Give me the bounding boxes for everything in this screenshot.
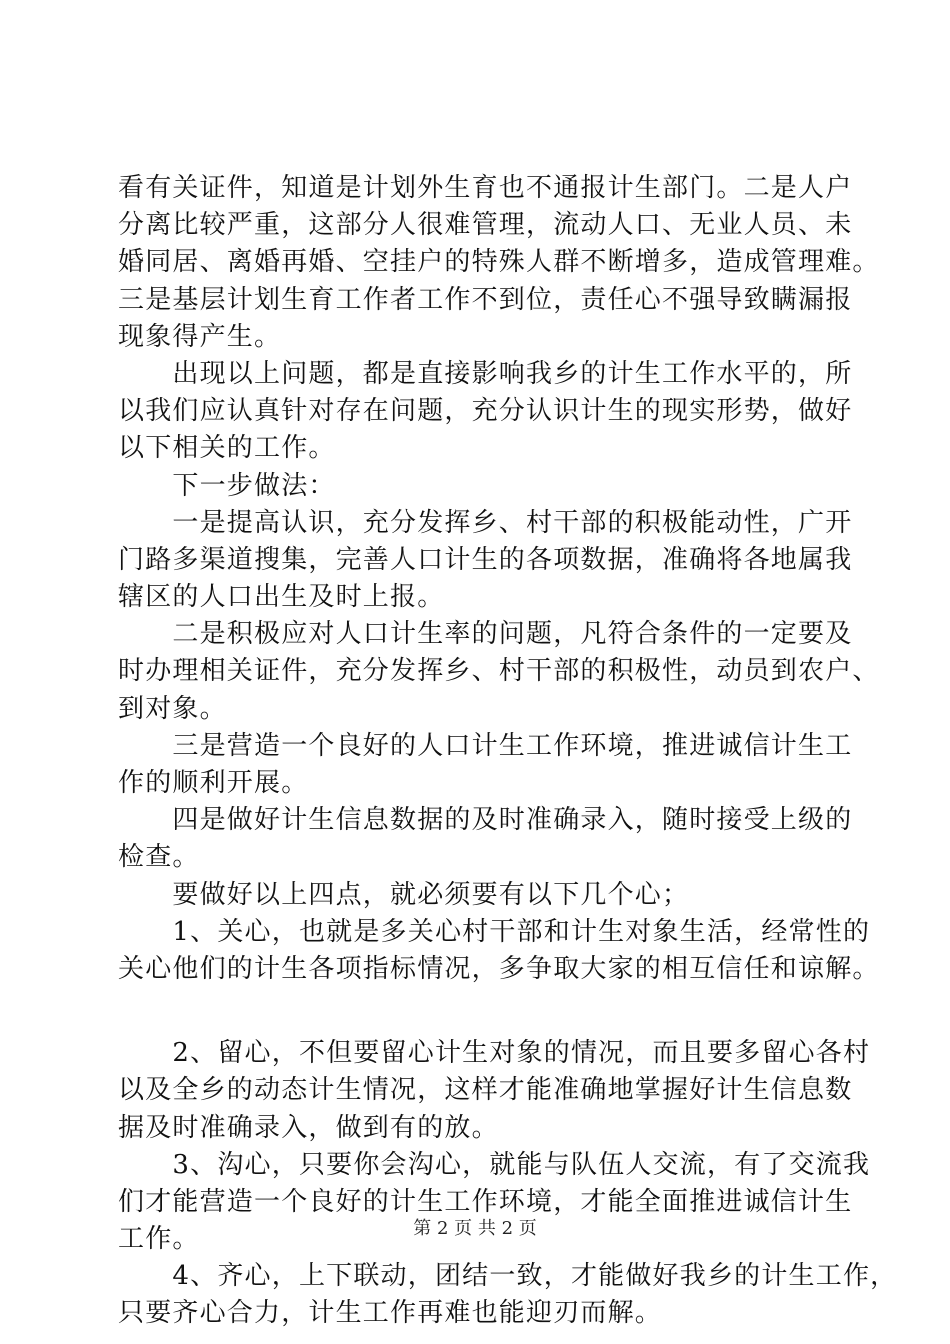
text-line: 门路多渠道搜集，完善人口计生的各项数据，准确将各地属我 (118, 544, 853, 575)
text-line: 四是做好计生信息数据的及时准确录入，随时接受上级的 (118, 805, 853, 836)
text-line: 下一步做法： (118, 470, 336, 501)
text-line: 2、留心，不但要留心计生对象的情况，而且要多留心各村 (118, 1038, 871, 1069)
text-line: 分离比较严重，这部分人很难管理，流动人口、无业人员、未 (118, 210, 853, 241)
text-line: 一是提高认识，充分发挥乡、村干部的积极能动性，广开 (118, 507, 853, 538)
text-line: 们才能营造一个良好的计生工作环境，才能全面推进诚信计生 (118, 1186, 853, 1217)
page-number-footer: 第 2 页 共 2 页 (413, 1218, 537, 1239)
text-line: 3、沟心，只要你会沟心，就能与队伍人交流，有了交流我 (118, 1149, 871, 1180)
text-line: 以下相关的工作。 (118, 433, 336, 464)
text-line: 关心他们的计生各项指标情况，多争取大家的相互信任和谅解。 (118, 953, 880, 984)
text-line: 只要齐心合力，计生工作再难也能迎刃而解。 (118, 1298, 663, 1329)
text-line: 出现以上问题，都是直接影响我乡的计生工作水平的，所 (118, 358, 853, 389)
text-line: 二是积极应对人口计生率的问题，凡符合条件的一定要及 (118, 619, 853, 650)
text-line: 4、齐心，上下联动，团结一致，才能做好我乡的计生工作， (118, 1261, 898, 1292)
text-line: 以及全乡的动态计生情况，这样才能准确地掌握好计生信息数 (118, 1075, 853, 1106)
text-line: 三是基层计划生育工作者工作不到位，责任心不强导致瞒漏报 (118, 284, 853, 315)
document-body (118, 170, 898, 1333)
text-line: 三是营造一个良好的人口计生工作环境，推进诚信计生工 (118, 730, 853, 761)
text-line: 现象得产生。 (118, 321, 282, 352)
blank-line (118, 988, 840, 1035)
text-line: 检查。 (118, 842, 200, 873)
text-line: 1、关心，也就是多关心村干部和计生对象生活，经常性的 (118, 916, 871, 947)
text-line: 工作。 (118, 1224, 200, 1255)
text-line: 要做好以上四点，就必须要有以下几个心； (118, 879, 690, 910)
text-line: 到对象。 (118, 693, 227, 724)
text-line: 作的顺利开展。 (118, 768, 309, 798)
text-line: 婚同居、离婚再婚、空挂户的特殊人群不断增多，造成管理难。 (118, 247, 880, 278)
text-line: 辖区的人口出生及时上报。 (118, 582, 445, 613)
text-line: 以我们应认真针对存在问题，充分认识计生的现实形势，做好 (118, 396, 853, 427)
text-line: 看有关证件，知道是计划外生育也不通报计生部门。二是人户 (118, 173, 853, 203)
text-line: 据及时准确录入，做到有的放。 (118, 1112, 499, 1143)
text-line: 时办理相关证件，充分发挥乡、村干部的积极性，动员到农户、 (118, 656, 880, 687)
